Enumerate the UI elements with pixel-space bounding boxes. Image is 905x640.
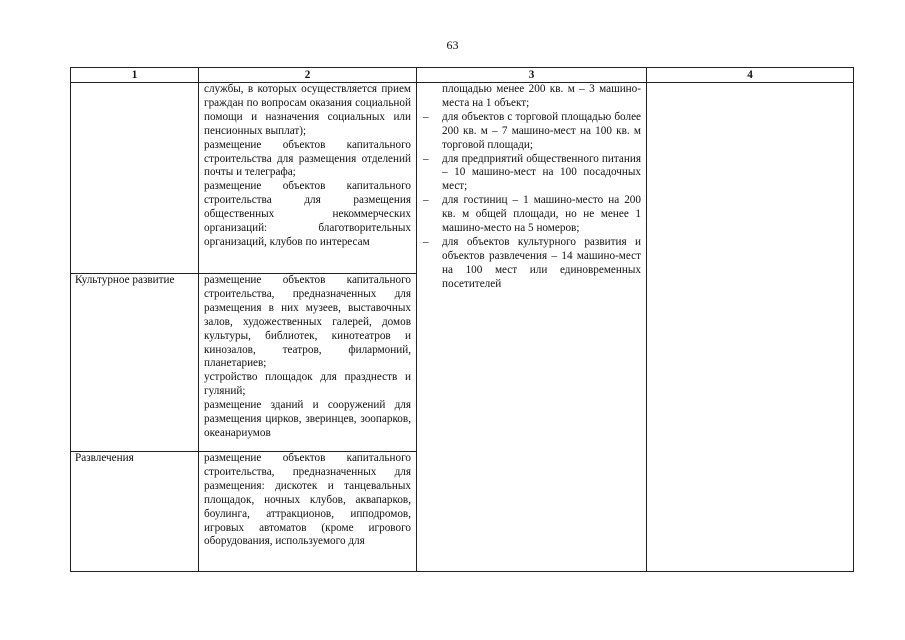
- description-paragraph: размещение зданий и сооружений для размещения цирков, зверинцев, зоопарков, океанариумов: [204, 399, 411, 439]
- description-paragraph: размещение объектов капитального строительства для размещения общественных некоммерческих организаций: благотворительных организаций, клубов по интересам: [204, 180, 411, 248]
- parking-requirement-item: – для предприятий общественного питания – 10 машино-мест на 100 посадочных мест;: [421, 153, 641, 195]
- parking-requirement-item: – для объектов культурного развития и объектов развлечения – 14 машино-мест на 100 мест или единовременных посетителей: [421, 236, 641, 292]
- parking-requirement-item: – для объектов с торговой площадью более 200 кв. м – 7 машино-мест на 100 кв. м торговой площади;: [421, 111, 641, 153]
- description-paragraph: службы, в которых осуществляется прием граждан по вопросам оказания социальной помощи и назначения социальных или пенсионных выплат);: [204, 83, 411, 137]
- use-name-cell: Культурное развитие: [71, 274, 199, 452]
- column-header-1: 1: [71, 68, 199, 83]
- use-description-cell: [199, 83, 417, 274]
- zoning-table: [70, 67, 854, 572]
- parking-requirement-item: площадью менее 200 кв. м – 3 машино-места на 1 объект;: [442, 83, 641, 109]
- description-paragraph: размещение объектов капитального строительства, предназначенных для размещения: дискотек и танцевальных площадок, ночных клубов, аквапарков, боулинга, аттракционов, ипподромов, игровых автоматов (кроме игрового оборудования, используемого для: [204, 452, 411, 548]
- column-4-cell: [647, 83, 854, 572]
- use-description-cell: [199, 274, 417, 452]
- use-name-cell: [71, 83, 199, 274]
- page-number: 63: [446, 38, 459, 52]
- parking-requirements-list: [421, 83, 641, 292]
- column-header-2: 2: [199, 68, 417, 83]
- parking-requirement-item: – для гостиниц – 1 машино-место на 200 кв. м общей площади, но не менее 1 машино-место на 5 номеров;: [421, 194, 641, 236]
- description-paragraph: размещение объектов капитального строительства, предназначенных для размещения в них музеев, выставочных залов, художественных галерей, домов культуры, библиотек, кинотеатров и кинозалов, театров, филармоний, планетариев;: [204, 274, 411, 370]
- use-name-cell: Развлечения: [71, 452, 199, 572]
- parking-requirements-cell: [417, 83, 647, 572]
- description-paragraph: размещение объектов капитального строительства для размещения отделений почты и телеграфа;: [204, 138, 411, 179]
- use-description-cell: [199, 452, 417, 572]
- table-row: [71, 83, 854, 274]
- column-header-4: 4: [647, 68, 854, 83]
- column-header-3: 3: [417, 68, 647, 83]
- description-paragraph: устройство площадок для празднеств и гуляний;: [204, 371, 411, 398]
- table-header-row: [71, 68, 854, 83]
